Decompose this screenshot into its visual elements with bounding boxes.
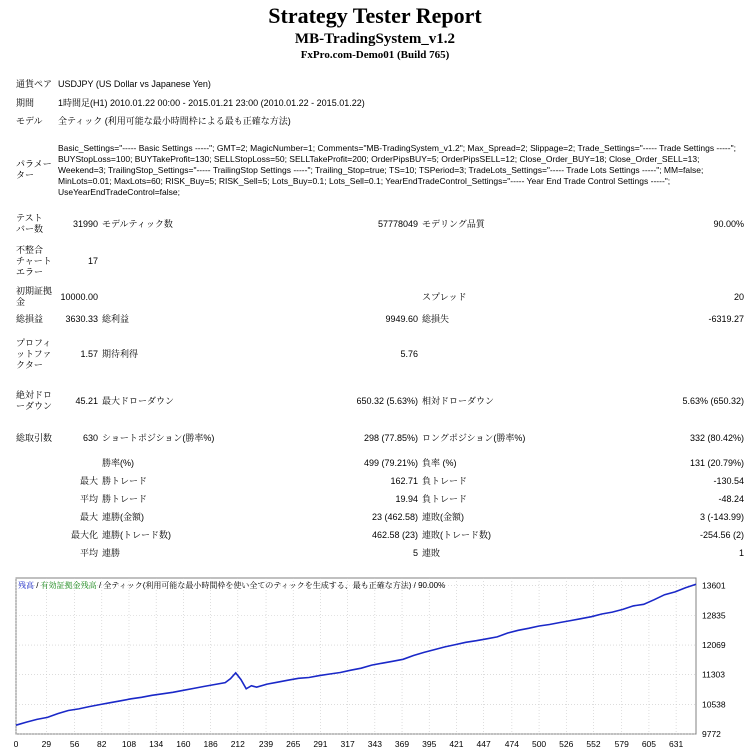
avg-consec-win-value: 5 — [412, 547, 418, 558]
y-tick-label: 12835 — [702, 610, 726, 621]
x-tick-label: 369 — [394, 739, 410, 749]
x-tick-label: 265 — [286, 739, 301, 749]
max-word-2: 最大 — [79, 511, 98, 522]
maxize-loss-label: 連敗(トレード数) — [422, 529, 491, 540]
x-tick-label: 421 — [449, 739, 464, 749]
x-tick-label: 212 — [230, 739, 245, 749]
x-tick-label: 317 — [340, 739, 355, 749]
short-value: 298 (77.85%) — [363, 432, 418, 443]
pf-value: 1.57 — [80, 348, 98, 359]
largest-loss-value: -130.54 — [713, 475, 745, 486]
y-tick-label: 12069 — [702, 640, 726, 651]
row-largest — [14, 472, 746, 490]
row-bars — [14, 210, 746, 238]
max-word: 最大 — [79, 475, 98, 486]
x-tick-label: 631 — [669, 739, 684, 749]
period-value: 1時間足(H1) 2010.01.22 00:00 - 2015.01.21 23:00 (2010.01.22 - 2015.01.22) — [58, 97, 365, 108]
avg-consec-loss-value: 1 — [739, 547, 745, 558]
expected-label: 期待利得 — [102, 348, 139, 359]
deposit-value: 10000.00 — [60, 291, 98, 302]
y-tick-label: 11303 — [702, 669, 726, 680]
win-pct-value: 499 (79.21%) — [363, 457, 418, 468]
report-title: Strategy Tester Report — [268, 3, 482, 28]
row-params — [14, 130, 746, 210]
gross-profit-value: 9949.60 — [385, 313, 418, 324]
ticks-label: モデルティック数 — [102, 218, 173, 229]
row-average — [14, 490, 746, 508]
max-consec-loss-label: 連敗(金額) — [422, 511, 464, 522]
x-tick-label: 186 — [203, 739, 218, 749]
avg-word: 平均 — [79, 493, 98, 504]
pf-label: プロフィットファクター — [16, 337, 52, 370]
maxize-word: 最大化 — [70, 529, 98, 540]
expected-value: 5.76 — [400, 348, 418, 359]
model-value: 全ティック (利用可能な最小時間枠による最も正確な方法) — [58, 115, 291, 126]
row-deposit — [14, 284, 746, 310]
abs-dd-label: 絶対ドローダウン — [16, 390, 53, 411]
x-tick-label: 239 — [258, 739, 274, 749]
symbol-value: USDJPY (US Dollar vs Japanese Yen) — [58, 78, 211, 89]
y-tick-label: 13601 — [702, 580, 726, 591]
row-winpct — [14, 454, 746, 472]
largest-win-label: 勝トレード — [102, 475, 148, 486]
long-label: ロングポジション(勝率%) — [422, 432, 526, 443]
avg-consec-loss-label: 連敗 — [422, 547, 441, 558]
loss-pct-value: 131 (20.79%) — [690, 457, 745, 468]
x-tick-label: 160 — [176, 739, 191, 749]
plot-frame — [16, 578, 696, 734]
maxize-win-value: 462.58 (23) — [371, 529, 418, 540]
x-tick-label: 29 — [41, 739, 52, 749]
row-model — [14, 112, 746, 130]
avg-loss-value: -48.24 — [718, 493, 745, 504]
net-value: 3630.33 — [65, 313, 98, 324]
y-tick-label: 9772 — [702, 729, 721, 739]
x-tick-label: 82 — [97, 739, 107, 749]
short-label: ショートポジション(勝率%) — [102, 432, 215, 443]
rel-dd-label: 相対ドローダウン — [422, 395, 495, 406]
bars-value: 31990 — [72, 218, 98, 229]
max-dd-value: 650.32 (5.63%) — [356, 395, 418, 406]
row-period — [14, 94, 746, 112]
model-label: モデル — [16, 115, 43, 126]
row-pf — [14, 328, 746, 380]
legend-quality: 90.00% — [418, 581, 446, 590]
x-tick-label: 552 — [586, 739, 601, 749]
row-avg-consec — [14, 544, 746, 562]
row-mismatch — [14, 238, 746, 284]
x-tick-label: 579 — [614, 739, 629, 749]
trades-value: 630 — [82, 432, 98, 443]
x-tick-label: 500 — [531, 739, 547, 749]
x-tick-label: 134 — [149, 739, 164, 749]
legend-balance: 残高 — [18, 581, 34, 590]
maxize-win-label: 連勝(トレード数) — [102, 529, 171, 540]
x-tick-label: 395 — [422, 739, 437, 749]
params-value: Basic_Settings="----- Basic Settings -----"; GMT=2; MagicNumber=1; Comments="MB-TradingSystem_v1.2"; Max_Spread=2; Slippage=2; Trade_Settings="----- Trade Settings -----"; BUYStopLoss=100; BUYTakeProfit=130; SELLStopLoss=50; SELLTakeProfit=200; OrderPipsBUY=5; OrderPipsSELL=12; Close_Order_BUY=18; Close_Order_SELL=13; Weekend=3; TrailingStop_Settings="----- TrailingStop Settings -----"; Trailing_Stop=true; TS=10; TSPeriod=3; TradeLots_Settings="----- Trade Lots Settings -----"; MM=false; MinLots=0.01; MaxLots=60; RISK_Buy=5; RISK_Sell=5; Lots_Buy=0.1; Lots_Sell=0.1; YearEndTradeControl_Settings="----- Year End Trade Control Settings -----"; UseYearEndTradeControl=false; — [58, 142, 736, 197]
x-tick-label: 291 — [313, 739, 328, 749]
mismatch-value: 17 — [87, 255, 98, 266]
x-tick-label: 526 — [559, 739, 574, 749]
x-tick-label: 56 — [69, 739, 80, 749]
x-tick-label: 108 — [121, 739, 137, 749]
max-consec-loss-value: 3 (-143.99) — [700, 511, 745, 522]
max-consec-win-value: 23 (462.58) — [371, 511, 418, 522]
avg-consec-win-label: 連勝 — [102, 547, 121, 558]
largest-loss-label: 負トレード — [422, 475, 468, 486]
gross-loss-label: 総損失 — [422, 313, 450, 324]
x-tick-label: 343 — [367, 739, 382, 749]
balance-chart-svg — [14, 576, 750, 752]
server-name: FxPro.com-Demo01 (Build 765) — [300, 49, 450, 61]
row-trades — [14, 422, 746, 454]
row-dd — [14, 380, 746, 422]
report-table — [14, 74, 746, 562]
long-value: 332 (80.42%) — [690, 432, 745, 443]
row-maxize — [14, 526, 746, 544]
x-tick-label: 0 — [14, 739, 19, 749]
period-label: 期間 — [16, 97, 35, 108]
report-header — [0, 4, 750, 62]
chart-legend: 残高 / 有効証拠金残高 / 全ティック(利用可能な最小時間枠を使い全てのティックを生成する、最も正確な方法) / 90.00% — [18, 581, 446, 590]
avg-word-2: 平均 — [79, 547, 98, 558]
row-net — [14, 310, 746, 328]
x-tick-label: 474 — [504, 739, 519, 749]
spread-label: スプレッド — [422, 291, 467, 302]
win-pct-label: 勝率(%) — [102, 457, 134, 468]
spread-value: 20 — [734, 291, 745, 302]
quality-label: モデリング品質 — [422, 218, 485, 229]
y-tick-label: 10538 — [702, 699, 726, 710]
legend-model: 全ティック(利用可能な最小時間枠を使い全てのティックを生成する、最も正確な方法) — [103, 581, 412, 590]
loss-pct-label: 負率 (%) — [422, 457, 457, 468]
mismatch-label: 不整合 チャート エラー — [16, 244, 52, 277]
max-consec-win-label: 連勝(金額) — [102, 511, 144, 522]
params-label: パラメーター — [16, 159, 52, 180]
quality-value: 90.00% — [713, 218, 745, 229]
symbol-label: 通貨ペア — [16, 78, 53, 89]
avg-win-value: 19.94 — [395, 493, 418, 504]
avg-win-label: 勝トレード — [102, 493, 148, 504]
maxize-loss-value: -254.56 (2) — [700, 529, 745, 540]
trades-label: 総取引数 — [16, 432, 53, 443]
rel-dd-value: 5.63% (650.32) — [682, 395, 745, 406]
ea-name: MB-TradingSystem_v1.2 — [294, 31, 456, 47]
largest-win-value: 162.71 — [390, 475, 418, 486]
x-tick-label: 605 — [641, 739, 657, 749]
gross-loss-value: -6319.27 — [708, 313, 745, 324]
avg-loss-label: 負トレード — [422, 493, 468, 504]
row-max-consec — [14, 508, 746, 526]
deposit-label: 初期証拠金 — [16, 286, 53, 307]
legend-equity: 有効証拠金残高 — [40, 581, 97, 590]
row-symbol — [14, 74, 746, 94]
x-tick-label: 447 — [476, 739, 491, 749]
ticks-value: 57778049 — [377, 218, 418, 229]
gross-profit-label: 総利益 — [102, 313, 130, 324]
max-dd-label: 最大ドローダウン — [102, 395, 175, 406]
balance-chart — [14, 576, 750, 752]
abs-dd-value: 45.21 — [75, 395, 98, 406]
bars-label: テスト バー数 — [16, 213, 44, 234]
net-label: 総損益 — [16, 313, 44, 324]
